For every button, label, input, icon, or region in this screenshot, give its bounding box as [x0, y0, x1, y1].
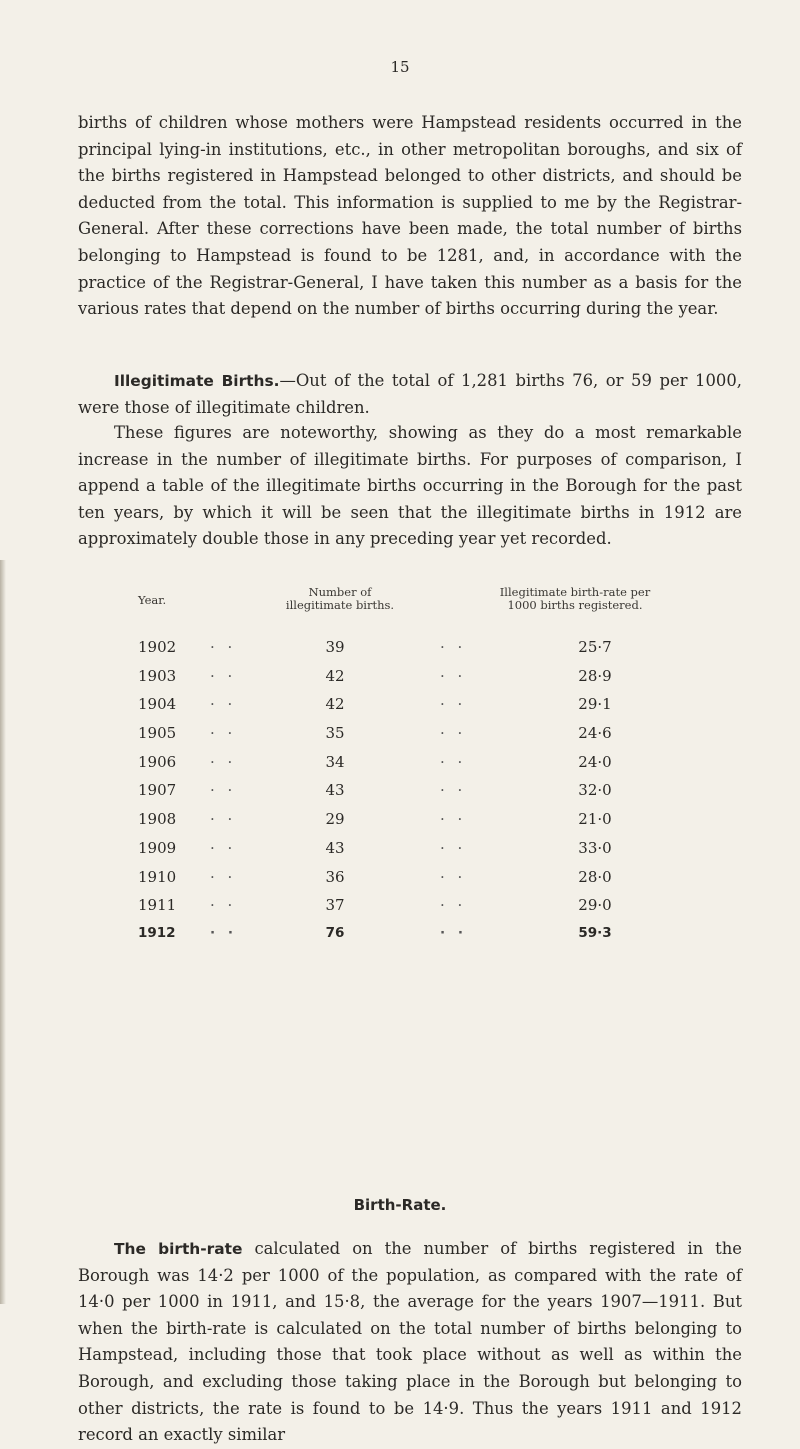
row-leader: · ·: [210, 724, 237, 743]
row-year: 1906: [138, 752, 177, 771]
table-row: [110, 695, 730, 724]
birth-rate-heading: Birth-Rate.: [353, 1196, 447, 1214]
row-number: 34: [325, 752, 345, 771]
row-number: 39: [325, 638, 345, 656]
row-rate: 21·0: [578, 810, 612, 829]
table-header: [110, 586, 730, 638]
table-row: [110, 724, 730, 753]
row-number: 43: [325, 781, 345, 800]
row-rate: 59·3: [578, 924, 612, 941]
row-rate: 33·0: [578, 838, 612, 857]
row-leader: · ·: [440, 924, 467, 941]
row-rate: 24·6: [578, 724, 612, 743]
illegitimate-births-table: [110, 586, 730, 954]
intro-paragraph: births of children whose mothers were Hampstead residents occurred in the principal lying-in institutions, etc., in other metropolitan boroughs, and six of the births registered in Hampstead belonged to other districts, and should be deducted from the total. This information is supplied to me by the Registrar-General. After these corrections have been made, the total number of births belonging to Hampstead is found to be 1281, and, in accordance with the practice of the Registrar-General, I have taken this number as a basis for the various rates that depend on the number of births occurring during the year.: [78, 113, 742, 319]
illegitimate-text: —Out of the total of 1,281 births 76, or 59 per 1000, were those of illegitimate children.: [78, 371, 742, 417]
table-body: [110, 638, 730, 954]
row-number: 37: [325, 896, 345, 915]
header-number: Number of illegitimate births.: [285, 585, 395, 612]
table-row: [110, 667, 730, 696]
table-row: [110, 896, 730, 925]
birth-rate-text: calculated on the number of births registered in the Borough was 14·2 per 1000 of the population, as compared with the rate of 14·0 per 1000 in 1911, and 15·8, the average for the years 1907—1911. But when the birth-rate is calculated on the total number of births belonging to Hampstead, including those that took place without as well as within the Borough, and excluding those taking place in the Borough but belonging to other districts, the rate is found to be 14·9. Thus the years 1911 and 1912 record an exactly similar: [78, 1239, 742, 1445]
header-year: Year.: [138, 593, 167, 607]
row-leader: · ·: [440, 867, 467, 886]
row-leader: · ·: [210, 781, 237, 800]
row-leader: · ·: [210, 924, 237, 941]
row-number: 35: [325, 724, 345, 743]
row-number: 29: [325, 810, 345, 829]
row-year: 1904: [138, 695, 177, 714]
row-number: 36: [325, 867, 345, 886]
row-rate: 24·0: [578, 752, 612, 771]
row-leader: · ·: [440, 724, 467, 743]
row-number: 42: [325, 666, 345, 685]
header-rate: Illegitimate birth-rate per 1000 births registered.: [499, 585, 651, 612]
row-leader: · ·: [440, 666, 467, 685]
table-row: [110, 839, 730, 868]
birth-rate-paragraph: [78, 1236, 742, 1449]
row-number: 43: [325, 838, 345, 857]
row-year: 1909: [138, 838, 177, 857]
page-number: 15: [390, 58, 410, 76]
row-rate: 29·1: [578, 695, 612, 714]
birth-rate-runin: The birth-rate: [114, 1240, 243, 1258]
row-leader: · ·: [440, 695, 467, 714]
table-row: [110, 925, 730, 954]
page-spine-shadow: [0, 560, 6, 1304]
row-leader: · ·: [210, 666, 237, 685]
row-year: 1908: [138, 810, 177, 829]
illegitimate-paragraph: [78, 368, 742, 421]
row-year: 1905: [138, 724, 177, 743]
row-number: 42: [325, 695, 345, 714]
row-leader: · ·: [440, 638, 467, 656]
row-leader: · ·: [210, 810, 237, 829]
table-row: [110, 868, 730, 897]
row-rate: 28·9: [578, 666, 612, 685]
row-year: 1907: [138, 781, 177, 800]
row-leader: · ·: [440, 838, 467, 857]
row-year: 1912: [138, 924, 176, 941]
row-rate: 29·0: [578, 896, 612, 915]
row-leader: · ·: [440, 781, 467, 800]
row-rate: 25·7: [578, 638, 612, 656]
illegitimate-heading: Illegitimate Births.: [114, 372, 280, 390]
row-leader: · ·: [210, 752, 237, 771]
row-leader: · ·: [210, 867, 237, 886]
row-leader: · ·: [210, 896, 237, 915]
table-row: [110, 781, 730, 810]
row-leader: · ·: [440, 810, 467, 829]
table-row: [110, 753, 730, 782]
row-leader: · ·: [210, 695, 237, 714]
row-rate: 32·0: [578, 781, 612, 800]
table-row: [110, 638, 730, 667]
row-number: 76: [325, 924, 345, 941]
row-rate: 28·0: [578, 867, 612, 886]
row-leader: · ·: [210, 638, 237, 656]
row-leader: · ·: [440, 752, 467, 771]
row-year: 1902: [138, 638, 177, 656]
row-leader: · ·: [210, 838, 237, 857]
figures-note-paragraph: These figures are noteworthy, showing as they do a most remarkable increase in the number of illegitimate births. For purposes of comparison, I append a table of the illegitimate births occurring in the Borough for the past ten years, by which it will be seen that the illegitimate births in 1912 are approximately double those in any preceding year yet recorded.: [78, 423, 742, 549]
row-year: 1910: [138, 867, 177, 886]
row-year: 1911: [138, 896, 177, 915]
row-leader: · ·: [440, 896, 467, 915]
table-row: [110, 810, 730, 839]
row-year: 1903: [138, 666, 177, 685]
